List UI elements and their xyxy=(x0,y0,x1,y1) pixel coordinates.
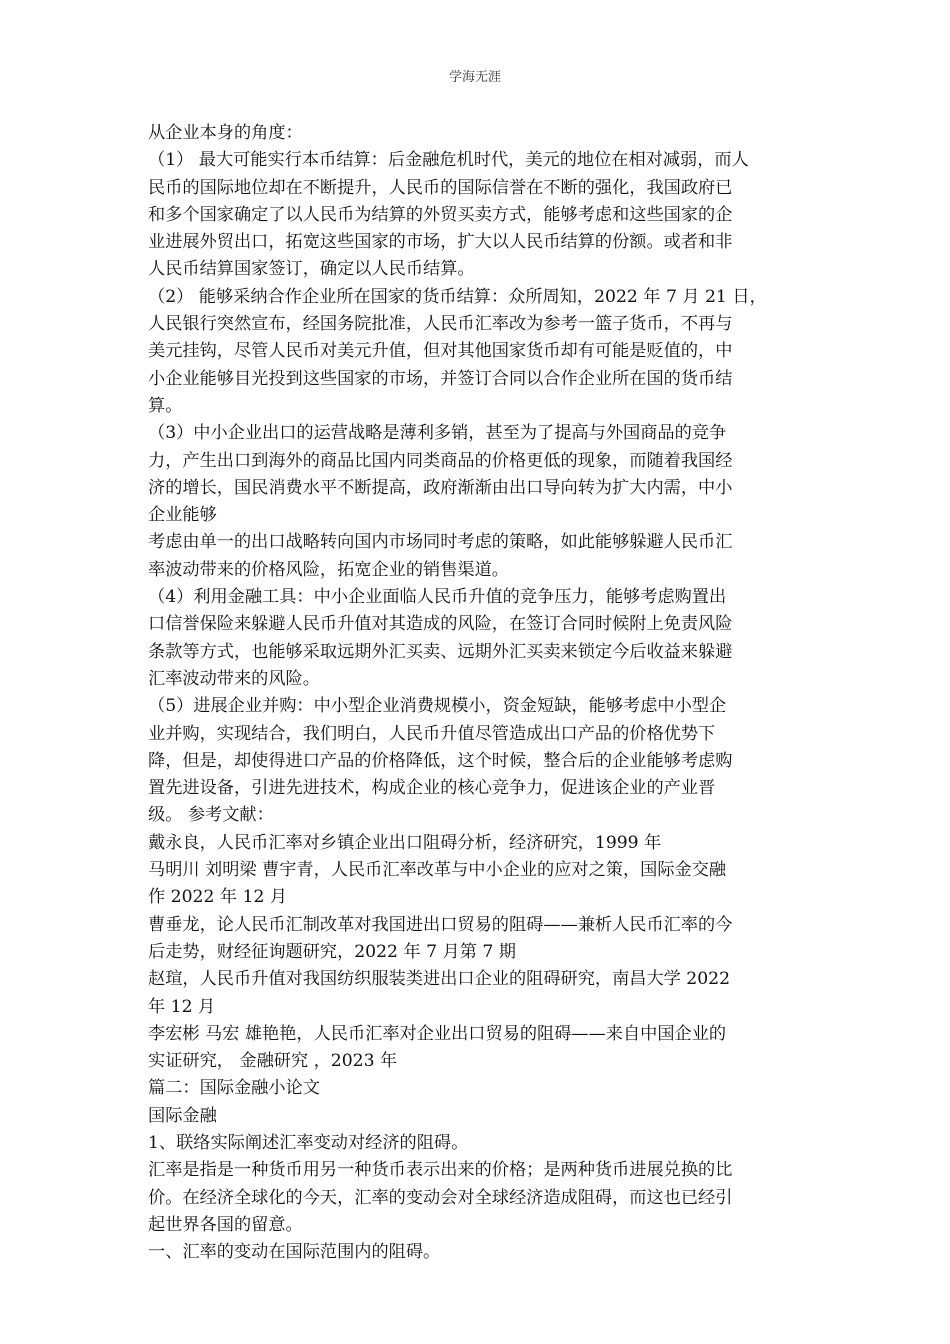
text-line: 级。 参考文献： xyxy=(148,805,274,826)
text-line: 一、汇率的变动在国际范围内的阻碍。 xyxy=(148,1242,441,1263)
text-line: （1） 最大可能实行本币结算：后金融危机时代，美元的地位在相对减弱，而人 xyxy=(148,150,749,171)
text-line: （3）中小企业出口的运营战略是薄利多销，甚至为了提高与外国商品的竞争 xyxy=(148,423,727,444)
text-line: 人民币结算国家签订，确定以人民币结算。 xyxy=(148,259,475,280)
text-line: 篇二：国际金融小论文 xyxy=(148,1078,320,1099)
text-line: 1、联络实际阐述汇率变动对经济的阻碍。 xyxy=(148,1132,469,1153)
text-line: 口信誉保险来躲避人民币升值对其造成的风险，在签订合同时候附上免责风险 xyxy=(148,614,733,635)
text-line: 美元挂钩，尽管人民币对美元升值，但对其他国家货币却有可能是贬值的，中 xyxy=(148,341,733,362)
text-line: （5）进展企业并购：中小型企业消费规模小，资金短缺，能够考虑中小型企 xyxy=(148,696,727,717)
text-line: 汇率波动带来的风险。 xyxy=(148,668,320,689)
text-line: 曹垂龙，论人民币汇制改革对我国进出口贸易的阻碍——兼析人民币汇率的今 xyxy=(148,914,733,935)
document-body xyxy=(148,120,808,1266)
text-line: 济的增长，国民消费水平不断提高，政府渐渐由出口导向转为扩大内需，中小 xyxy=(148,477,733,498)
text-line: 汇率是指是一种货币用另一种货币表示出来的价格；是两种货币进展兑换的比 xyxy=(148,1160,733,1181)
text-line: 置先进设备，引进先进技术，构成企业的核心竞争力，促进该企业的产业晋 xyxy=(148,778,716,799)
text-line: 从企业本身的角度： xyxy=(148,123,303,143)
text-line: 业并购，实现结合，我们明白，人民币升值尽管造成出口产品的价格优势下 xyxy=(148,723,716,744)
page-header: 学海无涯 xyxy=(448,70,501,85)
text-line: 戴永良，人民币汇率对乡镇企业出口阻碍分析，经济研究，1999 年 xyxy=(148,832,662,853)
text-line: 李宏彬 马宏 雄艳艳，人民币汇率对企业出口贸易的阻碍——来自中国企业的 xyxy=(148,1023,727,1044)
text-line: 小企业能够目光投到这些国家的市场，并签订合同以合作企业所在国的货币结 xyxy=(148,368,733,389)
text-line: 国际金融 xyxy=(148,1105,217,1126)
text-line: 作 2022 年 12 月 xyxy=(148,887,288,908)
text-line: 马明川 刘明梁 曹宇青，人民币汇率改革与中小企业的应对之策，国际金交融 xyxy=(148,860,727,881)
text-line: 考虑由单一的出口战略转向国内市场同时考虑的策略，如此能够躲避人民币汇 xyxy=(148,532,733,553)
text-line: 企业能够 xyxy=(148,505,217,526)
text-line: 业进展外贸出口，拓宽这些国家的市场，扩大以人民币结算的份额。或者和非 xyxy=(148,232,733,253)
text-line: 后走势，财经征询题研究，2022 年 7 月第 7 期 xyxy=(148,941,516,962)
text-line: （2） 能够采纳合作企业所在国家的货币结算：众所周知，2022 年 7 月 21 日， xyxy=(148,286,767,307)
text-line: 赵瑄，人民币升值对我国纺织服装类进出口企业的阻碍研究，南昌大学 2022 xyxy=(148,969,731,990)
text-line: 条款等方式，也能够采取远期外汇买卖、远期外汇买卖来锁定今后收益来躲避 xyxy=(148,641,733,662)
text-line: 和多个国家确定了以人民币为结算的外贸买卖方式，能够考虑和这些国家的企 xyxy=(148,204,733,225)
text-line: 力，产生出口到海外的商品比国内同类商品的价格更低的现象，而随着我国经 xyxy=(148,450,733,471)
text-line: 价。在经济全球化的今天，汇率的变动会对全球经济造成阻碍，而这也已经引 xyxy=(148,1187,733,1208)
text-line: 降，但是，却使得进口产品的价格降低，这个时候，整合后的企业能够考虑购 xyxy=(148,750,733,771)
text-line: 起世界各国的留意。 xyxy=(148,1214,303,1235)
text-line: （4）利用金融工具：中小企业面临人民币升值的竞争压力，能够考虑购置出 xyxy=(148,587,727,608)
text-line: 率波动带来的价格风险，拓宽企业的销售渠道。 xyxy=(148,559,509,580)
text-line: 民币的国际地位却在不断提升，人民币的国际信誉在不断的强化，我国政府已 xyxy=(148,177,733,198)
text-line: 实证研究， 金融研究 ，2023 年 xyxy=(148,1051,398,1072)
text-line: 算。 xyxy=(148,395,183,416)
text-line: 人民银行突然宣布，经国务院批准，人民币汇率改为参考一篮子货币，不再与 xyxy=(148,314,733,335)
text-line: 年 12 月 xyxy=(148,996,216,1017)
